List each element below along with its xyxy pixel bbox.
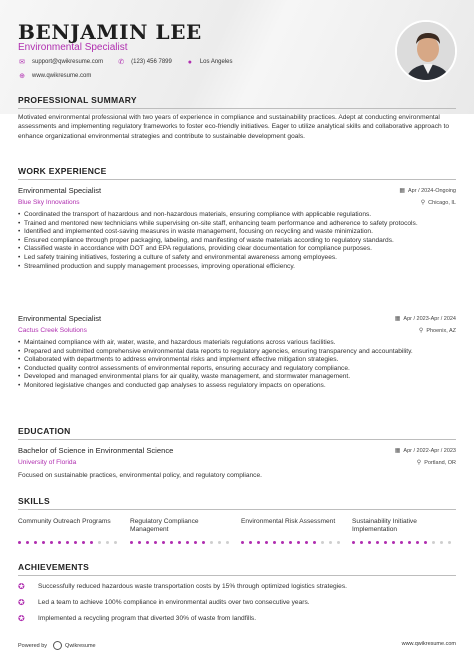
achievement-text: Led a team to achieve 100% compliance in environmental audits over two consecutive years. [38,599,310,606]
calendar-icon: ▦ [394,316,401,322]
skill-dot-filled [186,541,189,544]
trophy-icon: ✪ [18,582,25,591]
qwikresume-logo-icon [53,641,62,650]
job-location-text: Phoenix, AZ [426,327,456,334]
skill-dot-filled [249,541,252,544]
skill-dot-filled [26,541,29,544]
skill-dot-filled [130,541,133,544]
skill-dot-filled [273,541,276,544]
skill-dot-filled [384,541,387,544]
mail-icon: ✉ [19,59,25,66]
summary-text: Motivated environmental professional with two years of experience in compliance and sustainability practices. Adept at conducting environmental assessments and implementing regulatory frameworks to foster eco-friendly initiatives. Eager to utilize analytical skills and collaborative approach to enhance organizational environmental strategies and contribute to sustainable development goals. [18,114,449,140]
location-pin-icon: ● [187,58,192,66]
education-location-text: Portland, OR [424,459,456,466]
summary-divider [18,108,456,109]
footer [18,641,456,650]
skill-dot-filled [66,541,69,544]
skill-dot-empty [114,541,117,544]
education-location [417,459,456,466]
location-pin-icon: ⚲ [420,200,426,206]
skill-dot-filled [424,541,427,544]
skill-dot-filled [305,541,308,544]
experience-heading: WORK EXPERIENCE [18,166,107,176]
skill-dot-filled [202,541,205,544]
powered-by-text: Powered by [18,642,48,649]
achievement-item [18,598,310,607]
experience-section [18,166,456,180]
list-item: • Developed and managed environmental plans for air quality, waste management, and stormwater management. [18,373,456,382]
skill-dot-filled [34,541,37,544]
location-pin-icon: ⚲ [416,460,422,466]
list-item: • Conducted quality control assessments of environmental reports, ensuring accuracy and regulatory compliance. [18,365,456,374]
education-divider [18,439,456,440]
skill-dot-filled [360,541,363,544]
skill-dot-filled [138,541,141,544]
skill-dot-filled [50,541,53,544]
footer-website[interactable]: www.qwikresume.com [401,641,456,647]
phone-text: (123) 456 7899 [131,59,172,65]
trophy-icon: ✪ [18,598,25,607]
skill-dot-empty [226,541,229,544]
skill-rating [18,541,122,544]
skill-item [241,518,341,526]
school-name: University of Florida [18,459,77,466]
achievement-text: Successfully reduced hazardous waste transportation costs by 15% through optimized logistics strategies. [38,583,347,590]
brand-text: Qwikresume [65,642,96,649]
summary-heading: PROFESSIONAL SUMMARY [18,95,137,105]
skill-dot-filled [352,541,355,544]
phone-icon: ✆ [118,59,125,66]
skill-dot-filled [194,541,197,544]
education-heading: EDUCATION [18,426,71,436]
education-dates [395,447,456,454]
trophy-icon: ✪ [18,614,25,623]
skill-name: Regulatory Compliance Management [130,518,199,533]
skill-rating [130,541,234,544]
job-bullets [18,339,456,391]
skill-dot-empty [329,541,332,544]
skill-dot-empty [337,541,340,544]
skills-divider [18,509,456,510]
calendar-icon: ▦ [394,448,401,454]
skill-dot-filled [154,541,157,544]
achievement-item [18,614,256,623]
contact-website[interactable] [18,72,91,80]
skill-dot-filled [408,541,411,544]
job-title: Environmental Specialist [18,314,102,323]
skill-item [18,518,118,526]
skill-dot-filled [241,541,244,544]
skill-rating [241,541,345,544]
skill-dot-filled [146,541,149,544]
skill-dot-filled [281,541,284,544]
website-row [18,72,105,80]
job-company: Blue Sky Innovations [18,199,80,206]
skill-dot-filled [257,541,260,544]
skill-dot-filled [170,541,173,544]
skill-dot-empty [321,541,324,544]
contact-row [18,58,247,66]
skill-dot-empty [210,541,213,544]
skill-dot-filled [368,541,371,544]
education-dates-text: Apr / 2022-Apr / 2023 [403,447,456,454]
skills-section [18,496,456,510]
achievements-divider [18,575,456,576]
list-item: • Monitored legislative changes and conducted gap analyses to assess regulatory impacts on operations. [18,382,456,391]
contact-phone [117,58,172,66]
calendar-icon: ▦ [399,188,405,194]
achievement-text: Implemented a recycling program that diverted 30% of waste from landfills. [38,615,257,622]
skill-dot-empty [98,541,101,544]
job-bullets [18,211,456,271]
skill-item [352,518,452,534]
job-company: Cactus Creek Solutions [18,327,87,334]
skill-dot-filled [178,541,181,544]
link-icon: ⊕ [19,73,25,80]
list-item: • Classified waste in accordance with DOT and EPA regulations, providing clear documentation for compliance purposes. [18,245,456,254]
job-dates-text: Apr / 2023-Apr / 2024 [403,315,456,322]
education-section [18,426,456,440]
skill-dot-filled [400,541,403,544]
skill-name: Community Outreach Programs [18,518,111,525]
skill-dot-empty [448,541,451,544]
contact-email[interactable] [18,58,103,66]
skill-name: Sustainability Initiative Implementation [352,518,417,533]
candidate-name: BENJAMIN LEE [18,20,202,44]
contact-location [186,59,233,66]
skill-dot-filled [74,541,77,544]
achievements-section [18,562,456,576]
list-item: • Identified and implemented cost-saving measures in waste management, focusing on recycling and waste minimization. [18,228,456,237]
skill-dot-empty [440,541,443,544]
skill-dot-filled [82,541,85,544]
skill-dot-filled [313,541,316,544]
location-text: Los Angeles [199,59,233,65]
education-description: Focused on sustainable practices, environmental policy, and regulatory compliance. [18,472,262,479]
job-title: Environmental Specialist [18,186,102,195]
experience-divider [18,179,456,180]
skill-dot-filled [90,541,93,544]
list-item: • Trained and mentored new technicians while supervising on-site staff, enhancing team performance and adherence to safety protocols. [18,220,456,229]
skill-dot-filled [297,541,300,544]
job-location-text: Chicago, IL [428,199,456,206]
skills-heading: SKILLS [18,496,51,506]
skill-dot-filled [58,541,61,544]
job-dates [399,187,456,194]
achievements-heading: ACHIEVEMENTS [18,562,90,572]
candidate-title: Environmental Specialist [18,42,128,53]
education-entry [18,446,456,480]
skill-item [130,518,230,534]
avatar [395,20,457,82]
job-location [419,327,456,334]
list-item: • Streamlined production and supply management processes, improving operational efficiency. [18,263,456,272]
job-dates-text: Apr / 2024-Ongoing [407,187,456,194]
achievement-item [18,582,347,591]
footer-brand[interactable] [18,641,96,650]
list-item: • Coordinated the transport of hazardous and non-hazardous materials, ensuring compliance with applicable regulations. [18,211,456,220]
list-item: • Ensured compliance through proper packaging, labeling, and manifesting of waste materials according to regulatory standards. [18,237,456,246]
list-item: • Led safety training initiatives, fostering a culture of safety and environmental awareness among employees. [18,254,456,263]
skill-rating [352,541,456,544]
list-item: • Maintained compliance with air, water, waste, and hazardous materials regulations across various facilities. [18,339,456,348]
email-text: support@qwikresume.com [32,59,104,65]
job-entry [18,314,456,391]
skill-dot-filled [265,541,268,544]
job-location [421,199,456,206]
skill-dot-filled [42,541,45,544]
website-text: www.qwikresume.com [32,73,92,79]
degree-title: Bachelor of Science in Environmental Science [18,446,174,455]
skill-name: Environmental Risk Assessment [241,518,336,525]
skill-dot-filled [289,541,292,544]
skill-dot-filled [392,541,395,544]
skill-dot-empty [218,541,221,544]
skill-dot-filled [162,541,165,544]
skill-dot-empty [432,541,435,544]
job-dates [395,315,456,322]
list-item: • Collaborated with departments to address environmental risks and implement effective mitigation strategies. [18,356,456,365]
skill-dot-empty [106,541,109,544]
location-pin-icon: ⚲ [418,328,424,334]
skill-dot-filled [18,541,21,544]
skill-dot-filled [416,541,419,544]
list-item: • Prepared and submitted comprehensive environmental data reports to regulatory agencies, ensuring transparency and accountability. [18,348,456,357]
summary-section [18,95,456,141]
job-entry [18,186,456,271]
skill-dot-filled [376,541,379,544]
